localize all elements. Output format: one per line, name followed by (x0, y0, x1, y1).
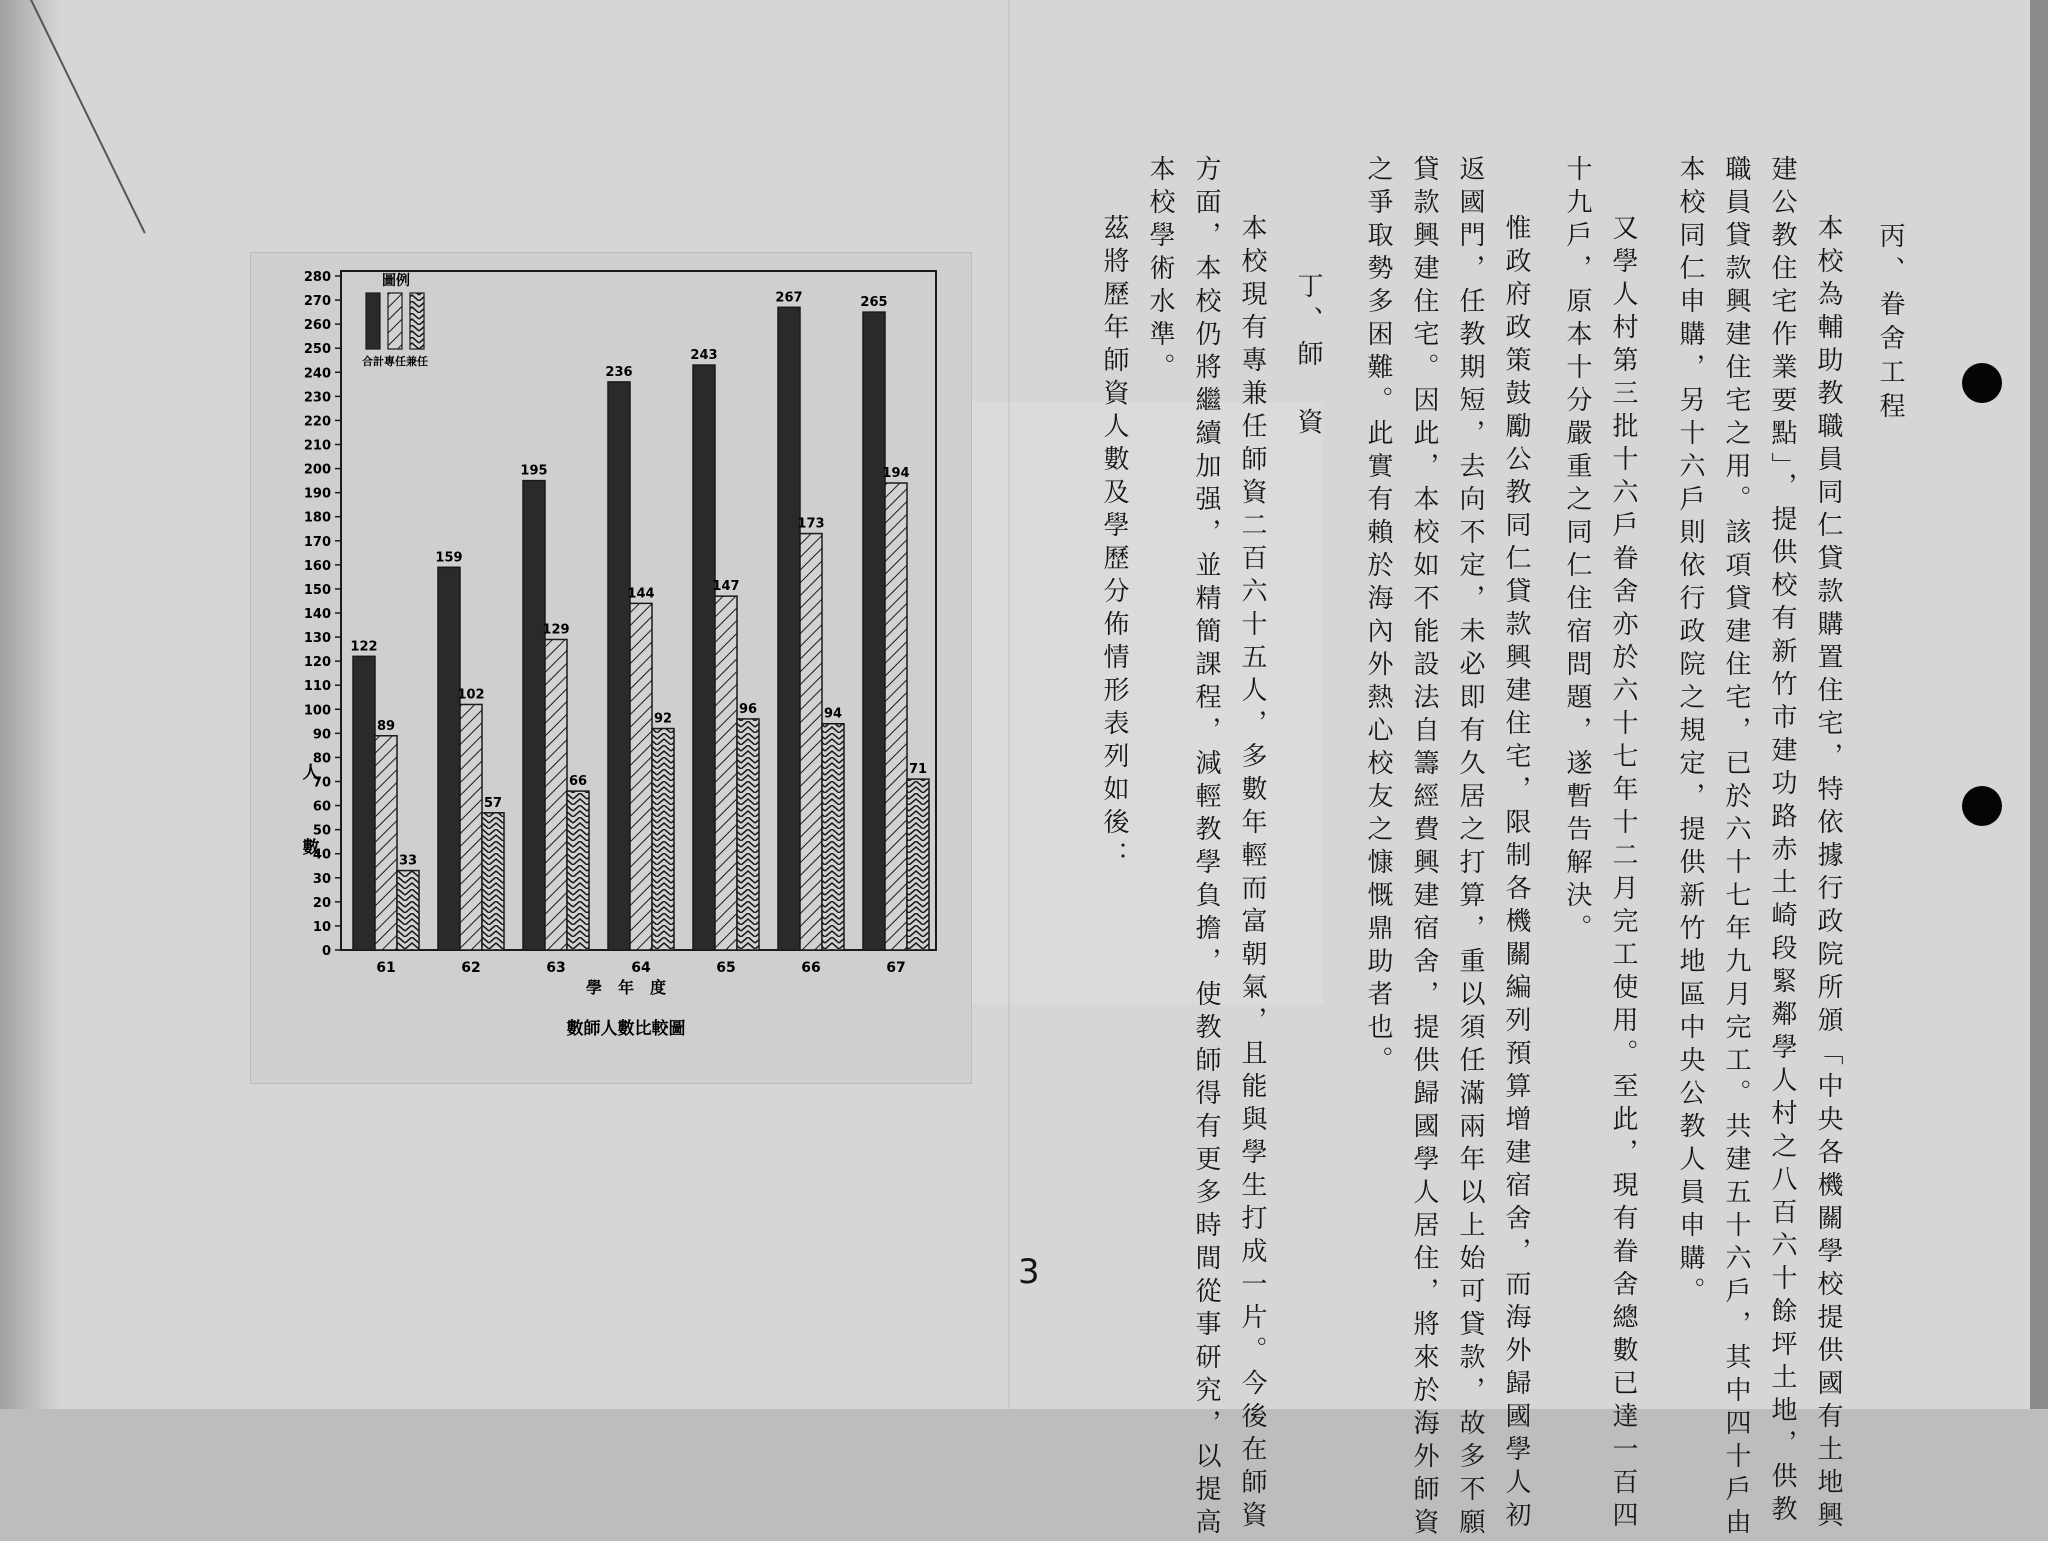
data-label: 94 (823, 706, 843, 722)
binder-hole-bottom (1962, 786, 2002, 826)
chart-title: 數師人數比較圖 (566, 1019, 686, 1039)
legend-swatch (410, 293, 424, 349)
bar-2 (567, 791, 589, 950)
data-label: 57 (483, 795, 503, 811)
bar-1 (375, 736, 397, 950)
x-tick-label: 63 (546, 960, 566, 976)
y-tick-label: 0 (321, 944, 331, 959)
text-line: 惟政府政策鼓勵公教同仁貸款興建住宅，限制各機關編列預算增建宿舍，而海外歸國學人初 (1501, 214, 1531, 1534)
y-tick-label: 50 (312, 823, 331, 839)
legend-label: 專任 (384, 355, 406, 368)
legend-label: 合計 (362, 355, 384, 368)
y-tick-label: 70 (312, 775, 331, 791)
text-line: 方面，本校仍將繼續加强，並精簡課程，減輕教學負擔，使教師得有更多時間從事研究，以提高 (1191, 155, 1221, 1541)
y-tick-label: 270 (303, 294, 331, 310)
data-label: 129 (542, 622, 570, 638)
x-tick-label: 66 (801, 960, 821, 976)
x-axis-label: 學 年 度 (585, 978, 667, 997)
text-line: 本校學術水準。 (1145, 155, 1175, 386)
y-tick-label: 230 (303, 390, 331, 406)
text-line: 之爭取勢多困難。此實有賴於海內外熱心校友之慷慨鼎助者也。 (1363, 155, 1393, 1079)
x-tick-label: 65 (716, 960, 736, 976)
text-line: 又學人村第三批十六戶眷舍亦於六十七年十二月完工使用。至此，現有眷舍總數已達一百四 (1608, 214, 1638, 1534)
y-tick-label: 40 (312, 847, 331, 863)
bar-1 (800, 534, 822, 950)
y-tick-label: 30 (312, 871, 331, 887)
bar-1 (885, 483, 907, 950)
y-tick-label: 100 (303, 703, 331, 719)
bar-0 (863, 312, 885, 950)
data-label: 147 (712, 579, 740, 595)
bar-chart-panel (250, 252, 972, 1084)
bar-1 (630, 603, 652, 950)
bar-2 (822, 724, 844, 950)
y-tick-label: 150 (303, 582, 331, 598)
text-line: 本校現有專兼任師資二百六十五人，多數年輕而富朝氣，且能與學生打成一片。今後在師資 (1237, 214, 1267, 1534)
data-label: 102 (457, 687, 485, 703)
data-label: 159 (435, 550, 463, 566)
bar-0 (608, 382, 630, 950)
data-label: 236 (605, 364, 633, 380)
y-tick-label: 260 (303, 318, 331, 334)
section-heading-bing: 丙、眷舍工程 (1875, 222, 1905, 426)
y-tick-label: 160 (303, 558, 331, 574)
y-tick-label: 80 (312, 751, 331, 767)
data-label: 194 (882, 466, 910, 482)
y-tick-label: 250 (303, 342, 331, 358)
data-label: 173 (797, 516, 825, 532)
bar-2 (737, 719, 759, 950)
y-tick-label: 110 (303, 679, 331, 695)
bar-0 (778, 307, 800, 950)
data-label: 92 (653, 711, 673, 727)
text-line: 貸款興建住宅。因此，本校如不能設法自籌經費興建宿舍，提供歸國學人居住，將來於海外師資 (1409, 155, 1439, 1541)
bar-0 (693, 365, 715, 950)
binder-hole-top (1962, 363, 2002, 403)
data-label: 144 (627, 586, 655, 602)
y-tick-label: 10 (312, 919, 331, 935)
y-tick-label: 180 (303, 510, 331, 526)
bar-2 (907, 779, 929, 950)
right-edge (2030, 0, 2048, 1409)
bar-0 (438, 567, 460, 950)
legend-swatch (388, 293, 402, 349)
legend-label: 兼任 (406, 355, 428, 368)
y-tick-label: 210 (303, 438, 331, 454)
y-tick-label: 280 (303, 270, 331, 285)
section-heading-ding: 丁、師 資 (1293, 272, 1323, 442)
x-tick-label: 62 (461, 960, 481, 976)
legend-swatch (366, 293, 380, 349)
text-line: 返國門，任教期短，去向不定，未必即有久居之打算，重以須任滿兩年以上始可貸款，故多不願 (1455, 155, 1485, 1541)
data-label: 265 (860, 295, 888, 311)
bar-1 (460, 704, 482, 950)
left-shadow (0, 0, 60, 1409)
data-label: 96 (738, 701, 758, 717)
teacher-count-bar-chart (251, 253, 971, 1083)
x-tick-label: 61 (376, 960, 396, 976)
text-line: 十九戶，原本十分嚴重之同仁住宿問題，遂暫告解決。 (1562, 155, 1592, 947)
y-tick-label: 240 (303, 366, 331, 382)
y-tick-label: 90 (312, 727, 331, 743)
bar-1 (715, 596, 737, 950)
text-line: 建公教住宅作業要點」，提供校有新竹市建功路赤土崎段緊鄰學人村之八百六十餘坪土地，供教 (1767, 155, 1797, 1528)
data-label: 89 (376, 718, 396, 734)
y-tick-label: 200 (303, 462, 331, 478)
bar-0 (523, 481, 545, 950)
data-label: 267 (775, 290, 803, 306)
bar-2 (397, 871, 419, 950)
y-tick-label: 140 (303, 607, 331, 622)
text-line: 本校同仁申購，另十六戶則依行政院之規定，提供新竹地區中央公教人員申購。 (1675, 155, 1705, 1310)
data-label: 33 (398, 853, 418, 869)
y-axis-label: 人 (302, 763, 320, 783)
text-line: 茲將歷年師資人數及學歷分佈情形表列如後： (1099, 214, 1129, 874)
text-line: 職員貸款興建住宅之用。該項貸建住宅，已於六十七年九月完工。共建五十六戶，其中四十戶由 (1721, 155, 1751, 1541)
data-label: 243 (690, 348, 718, 364)
y-tick-label: 220 (303, 414, 331, 430)
y-axis-label: 數 (302, 838, 320, 858)
bar-1 (545, 639, 567, 950)
y-tick-label: 20 (312, 895, 331, 911)
x-tick-label: 64 (631, 960, 651, 976)
y-tick-label: 120 (303, 655, 331, 671)
data-label: 66 (568, 774, 588, 790)
bar-2 (652, 729, 674, 950)
page-number: 3 (1018, 1252, 1040, 1292)
data-label: 195 (520, 463, 548, 479)
data-label: 122 (350, 639, 378, 655)
x-tick-label: 67 (886, 960, 906, 976)
bar-0 (353, 656, 375, 950)
y-tick-label: 130 (303, 631, 331, 647)
y-tick-label: 170 (303, 534, 331, 550)
y-tick-label: 60 (312, 799, 331, 815)
text-line: 本校為輔助教職員同仁貸款購置住宅，特依據行政院所頒「中央各機關學校提供國有土地興 (1813, 214, 1843, 1534)
bar-2 (482, 813, 504, 950)
y-tick-label: 190 (303, 486, 331, 502)
legend-title: 圖例 (382, 273, 410, 289)
data-label: 71 (908, 762, 928, 778)
